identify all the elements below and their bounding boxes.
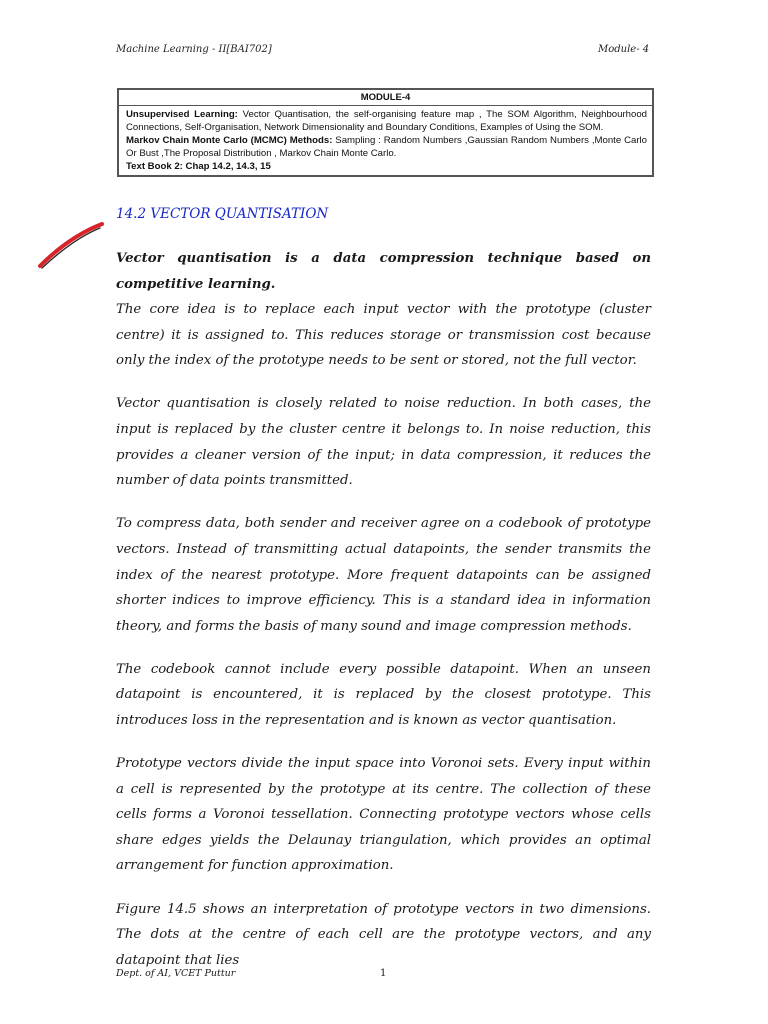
mcmc-label: Markov Chain Monte Carlo (MCMC) Methods: [126, 135, 333, 146]
module-title: MODULE-4 [119, 90, 652, 106]
pen-annotation-icon [36, 220, 106, 272]
mcmc-text: Sampling : Random Numbers ,Gaussian Random Numbers ,Monte Carlo Or Bust ,The Proposal Distribution , Markov Chain Monte Carlo. [126, 135, 647, 159]
textbook-ref: Text Book 2: Chap 14.2, 14.3, 15 [126, 161, 271, 172]
lead-sentence: Vector quantisation is a data compression technique based on competitive learning. [116, 251, 651, 292]
module-body [119, 106, 652, 175]
paragraph-1-text: The core idea is to replace each input vector with the prototype (cluster centre) it is assigned to. This reduces storage or transmission cost because only the index of the prototype needs to be sent or stored, not the full vector. [116, 302, 651, 369]
paragraph-3: To compress data, both sender and receiver agree on a codebook of prototype vectors. Instead of transmitting actual datapoints, the sender transmits the index of the nearest prototype. More frequent datapoints can be assigned shorter indices to improve efficiency. This is a standard idea in information theory, and forms the basis of many sound and image compression methods. [116, 516, 651, 634]
module-unsupervised [126, 108, 647, 134]
paragraph-4: The codebook cannot include every possible datapoint. When an unseen datapoint is encountered, it is replaced by the closest prototype. This introduces loss in the representation and is known as vector quantisation. [116, 661, 651, 728]
section-title: 14.2 VECTOR QUANTISATION [116, 206, 329, 222]
module-mcmc [126, 134, 647, 160]
header-course: Machine Learning - II[BAI702] [116, 44, 272, 55]
paragraph-1 [116, 246, 651, 374]
header-module: Module- 4 [598, 44, 650, 55]
unsupervised-text: Vector Quantisation, the self-organising feature map , The SOM Algorithm, Neighbourhood Connections, Self-Organisation, Network Dimensionality and Boundary Conditions, Examples of Using the SOM. [126, 109, 647, 133]
unsupervised-label: Unsupervised Learning: [126, 109, 238, 120]
module-summary-box [117, 88, 654, 177]
footer-dept: Dept. of AI, VCET Puttur [116, 968, 236, 979]
paragraph-5: Prototype vectors divide the input space into Voronoi sets. Every input within a cell is represented by the prototype at its centre. The collection of these cells forms a Voronoi tessellation. Connecting prototype vectors whose cells share edges yields the Delaunay triangulation, which provides an optimal arrangement for function approximation. [116, 756, 651, 874]
module-textbook [126, 160, 647, 173]
page-number: 1 [380, 968, 387, 979]
section-content [116, 246, 651, 991]
paragraph-6: Figure 14.5 shows an interpretation of prototype vectors in two dimensions. The dots at the centre of each cell are the prototype vectors, and any datapoint that lies [116, 901, 651, 968]
paragraph-2: Vector quantisation is closely related to noise reduction. In both cases, the input is replaced by the cluster centre it belongs to. In noise reduction, this provides a cleaner version of the input; in data compression, it reduces the number of data points transmitted. [116, 396, 651, 489]
